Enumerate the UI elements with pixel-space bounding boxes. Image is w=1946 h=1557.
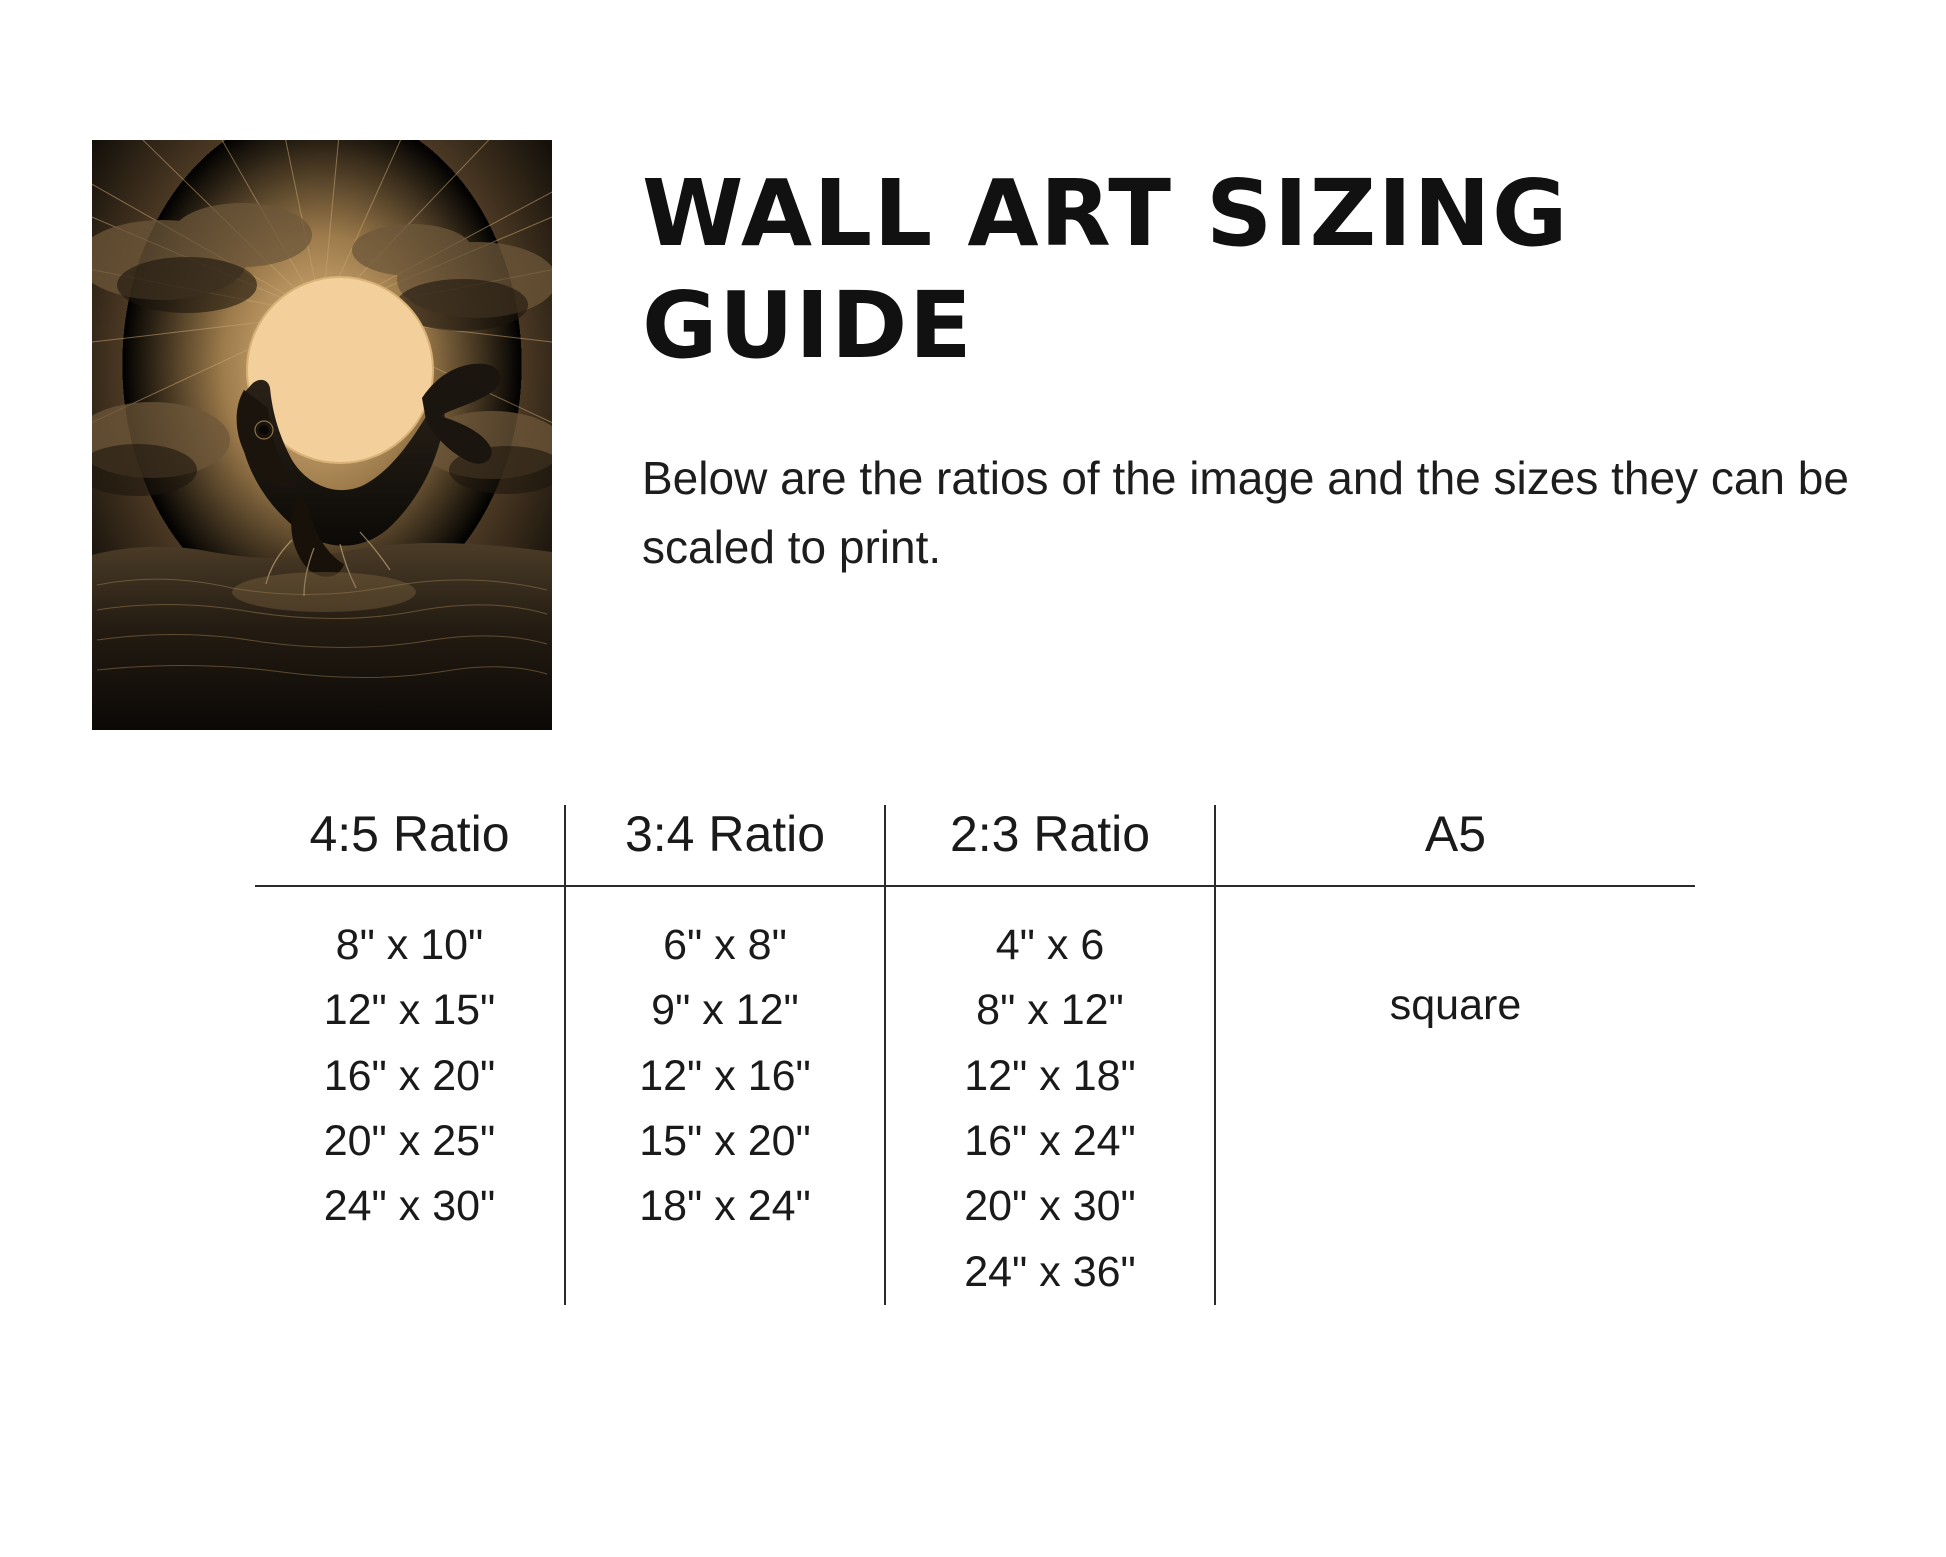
artwork-preview	[92, 140, 552, 730]
list-item: 24" x 30"	[323, 1182, 496, 1231]
whale-artwork-illustration	[92, 140, 552, 730]
list-item: 20" x 30"	[964, 1182, 1136, 1231]
size-list-3-4	[566, 913, 884, 1240]
list-item: 12" x 15"	[323, 986, 496, 1035]
column-header-a5: A5	[1215, 805, 1695, 886]
list-item: 18" x 24"	[639, 1182, 811, 1231]
a5-note: square	[1389, 981, 1522, 1029]
sizes-cell-2-3	[885, 886, 1215, 1305]
list-item: 8" x 12"	[976, 986, 1124, 1035]
size-list-4-5	[255, 913, 564, 1240]
sizes-cell-a5	[1215, 886, 1695, 1305]
list-item: 16" x 24"	[964, 1117, 1136, 1166]
sizing-table	[255, 805, 1695, 1305]
column-header-3-4: 3:4 Ratio	[565, 805, 885, 886]
page-subtitle: Below are the ratios of the image and the sizes they can be scaled to print.	[642, 452, 1849, 574]
list-item: 20" x 25"	[323, 1117, 496, 1166]
list-item: 4" x 6	[995, 921, 1105, 969]
list-item: 24" x 36"	[964, 1247, 1136, 1296]
sizes-cell-4-5	[255, 886, 565, 1305]
column-header-4-5: 4:5 Ratio	[255, 805, 565, 886]
list-item: 16" x 20"	[323, 1051, 496, 1100]
page-title: WALL ART SIZING GUIDE	[642, 160, 1569, 380]
sizes-cell-3-4	[565, 886, 885, 1305]
header-section	[0, 0, 1946, 730]
list-item: 12" x 16"	[639, 1051, 811, 1100]
table-header-row	[255, 805, 1695, 886]
headline-block	[642, 140, 1872, 582]
column-header-2-3: 2:3 Ratio	[885, 805, 1215, 886]
list-item: 9" x 12"	[651, 986, 799, 1035]
sizing-table-area	[255, 805, 1705, 1305]
list-item: 6" x 8"	[663, 921, 787, 969]
list-item: 15" x 20"	[639, 1117, 811, 1166]
list-item: 8" x 10"	[335, 921, 484, 969]
list-item: 12" x 18"	[964, 1051, 1136, 1100]
size-list-2-3	[886, 913, 1214, 1305]
table-row	[255, 886, 1695, 1305]
